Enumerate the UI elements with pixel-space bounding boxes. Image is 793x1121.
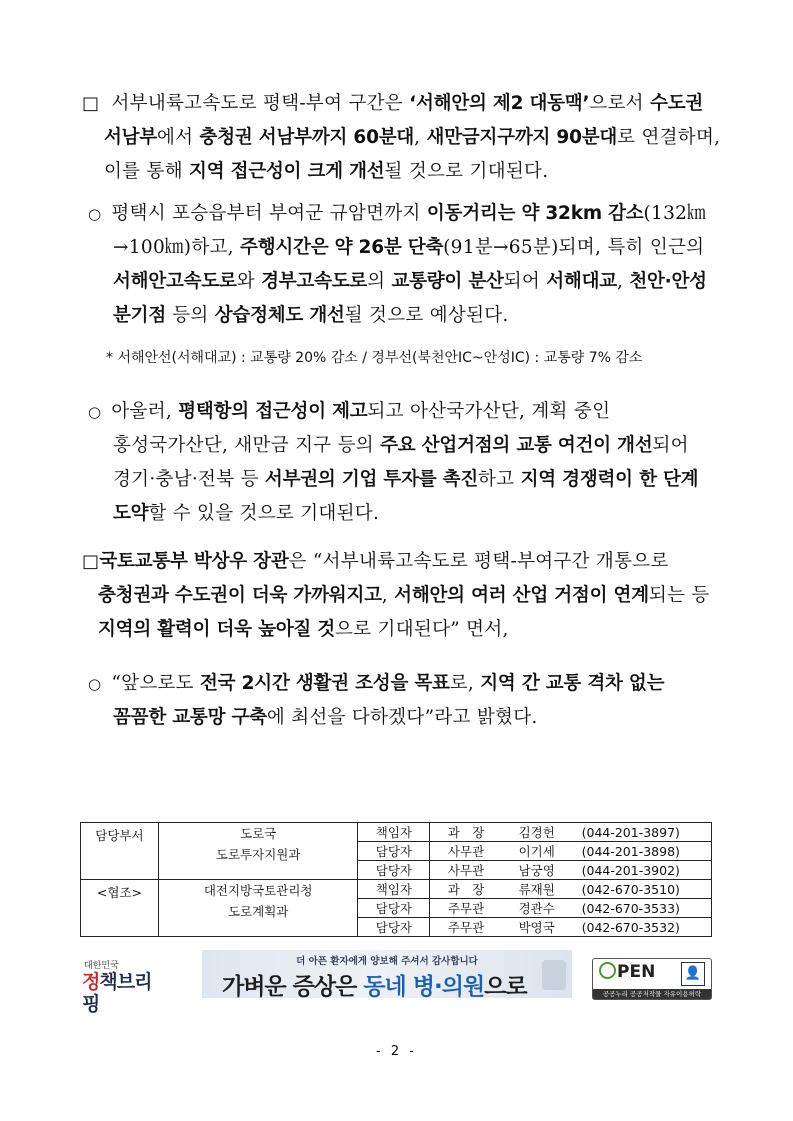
- contact-role: 담당자: [358, 899, 430, 918]
- contact-role: 담당자: [358, 918, 430, 937]
- text: 의: [367, 271, 392, 292]
- emphasis: 충청권 서남부까지 60분대: [199, 127, 415, 148]
- text: 될 것으로 기대된다.: [384, 161, 549, 182]
- text: 으로 기대된다” 면서,: [335, 619, 509, 640]
- dept-org: 도로국: [240, 826, 277, 841]
- logo-wordmark-accent: 정: [82, 971, 100, 993]
- emphasis: 교통량이 분산: [391, 271, 504, 292]
- contact-name: 이기세: [502, 842, 572, 861]
- text: 평택시 포승읍부터 부여군 규암면까지: [111, 203, 427, 224]
- contact-role: 책임자: [358, 823, 430, 842]
- emphasis: 지역 접근성이 크게 개선: [189, 161, 385, 182]
- text: ,: [414, 127, 427, 148]
- paragraph-1: [82, 87, 722, 189]
- contact-rank: 과 장: [430, 880, 502, 899]
- dept-label: <협조>: [81, 880, 159, 937]
- emphasis: 지역의 활력이 더욱 높아질 것: [98, 619, 336, 640]
- logo-caption: 대한민국: [84, 961, 119, 971]
- dept-cell: [158, 823, 358, 880]
- text: (132㎞→100㎞)하고,: [113, 203, 707, 258]
- text: “앞으로도: [111, 673, 201, 694]
- text: 와: [236, 271, 262, 292]
- circle-bullet-icon: ○: [88, 403, 102, 421]
- emphasis: 지역 간 교통 격차 없는 꼼꼼한 교통망 구축: [113, 673, 665, 728]
- footnote: * 서해안선(서해대교) : 교통량 20% 감소 / 경부선(북천안IC~안성IC) : 교통량 7% 감소: [106, 350, 643, 366]
- logo-wordmark-rest: 책브리핑: [82, 971, 152, 1015]
- emphasis: 상습정체도 개선: [214, 305, 345, 326]
- contact-phone: (044-201-3902): [572, 861, 712, 880]
- paragraph-4: [82, 545, 722, 647]
- contact-rank: 과 장: [430, 823, 502, 842]
- banner-tagline: 더 아픈 환자에게 양보해 주셔서 감사합니다: [296, 956, 478, 967]
- logo-wordmark: [82, 971, 164, 1015]
- open-license-badge[interactable]: [592, 958, 712, 1000]
- emphasis: ‘서해안의 제2 대동맥’: [409, 93, 590, 114]
- contact-phone: (042-670-3532): [572, 918, 712, 937]
- table-row: [81, 823, 712, 842]
- text: 로,: [449, 673, 481, 694]
- contact-phone: (042-670-3510): [572, 880, 712, 899]
- dept-org: 대전지방국토관리청: [203, 883, 313, 898]
- dept-cell: [158, 880, 358, 937]
- contact-name: 김경헌: [502, 823, 572, 842]
- text: 아울러,: [111, 401, 179, 422]
- banner-decoration: [542, 960, 566, 990]
- open-wordmark: [599, 962, 655, 982]
- text: ,: [381, 585, 395, 606]
- emphasis: 전국 2시간 생활권 조성을 목표: [200, 673, 450, 694]
- emphasis: 주요 산업거점의 교통 여건이 개선: [380, 435, 653, 456]
- text: 에 최선을 다하겠다”라고 밝혔다.: [266, 707, 538, 728]
- text: 할 수 있을 것으로 기대된다.: [148, 503, 380, 524]
- emphasis: 국토교통부 박상우 장관: [99, 551, 289, 572]
- banner-headline: [222, 968, 527, 998]
- contact-name: 경관수: [502, 899, 572, 918]
- emphasis: 서해대교: [546, 271, 617, 292]
- contact-name: 남궁영: [502, 861, 572, 880]
- text: 등의: [166, 305, 215, 326]
- open-circle-icon: [599, 962, 616, 979]
- dept-unit: 도로투자지원과: [215, 847, 301, 862]
- banner-headline-highlight: 동네 병·의원: [363, 974, 485, 998]
- emphasis: 지역 경쟁력이 한 단계 도약: [113, 469, 699, 524]
- text: 되는 등: [648, 585, 710, 606]
- contact-phone: (044-201-3897): [572, 823, 712, 842]
- campaign-banner[interactable]: [202, 950, 572, 998]
- policy-briefing-logo[interactable]: [82, 958, 164, 1015]
- emphasis: 새만금지구까지 90분대: [426, 127, 618, 148]
- text: 될 것으로 예상된다.: [344, 305, 509, 326]
- dept-label: 담당부서: [81, 823, 159, 880]
- paragraph-3: [88, 395, 722, 531]
- square-bullet-icon: □: [82, 93, 100, 114]
- dept-unit: 도로계획과: [227, 904, 289, 919]
- contact-rank: 주무관: [430, 918, 502, 937]
- contact-rank: 사무관: [430, 861, 502, 880]
- emphasis: 수도권 서남부: [104, 93, 704, 148]
- emphasis: 충청권과 수도권이 더욱 가까워지고: [98, 585, 382, 606]
- open-word: PEN: [617, 962, 656, 982]
- circle-bullet-icon: ○: [88, 675, 102, 693]
- paragraph-5: [88, 667, 722, 735]
- contact-rank: 사무관: [430, 842, 502, 861]
- text: 로 연결하며, 이를 통해: [104, 127, 721, 182]
- text: 으로서: [589, 93, 651, 114]
- square-bullet-icon: □: [82, 551, 100, 572]
- banner-headline-part: 으로: [484, 974, 527, 998]
- text: 서부내륙고속도로 평택-부여 구간은: [105, 93, 410, 114]
- emphasis: 주행시간은 약 26분 단축: [240, 237, 444, 258]
- text: (91분→65분)되며, 특히 인근의: [443, 237, 705, 258]
- emphasis: 서부권의 기업 투자를 촉진: [264, 469, 479, 490]
- contact-phone: (042-670-3533): [572, 899, 712, 918]
- circle-bullet-icon: ○: [88, 205, 102, 223]
- contact-role: 담당자: [358, 842, 430, 861]
- paragraph-2: [88, 197, 722, 333]
- attribution-icon: 👤: [681, 962, 705, 986]
- contact-name: 박영국: [502, 918, 572, 937]
- text: 은 “서부내륙고속도로 평택-부여구간 개통으로: [288, 551, 669, 572]
- banner-headline-part: 가벼운 증상은: [222, 974, 364, 998]
- text: ,: [616, 271, 630, 292]
- text: 하고: [478, 469, 521, 490]
- text: 에서: [157, 127, 200, 148]
- page-number: - 2 -: [376, 1044, 417, 1059]
- emphasis: 서해안의 여러 산업 거점이 연계: [394, 585, 649, 606]
- contact-rank: 주무관: [430, 899, 502, 918]
- contact-role: 책임자: [358, 880, 430, 899]
- contacts-table: [80, 822, 712, 937]
- table-row: [81, 880, 712, 899]
- text: 되어: [503, 271, 547, 292]
- license-caption: 공공누리 공공저작물 자유이용허락: [593, 989, 711, 999]
- emphasis: 경부고속도로: [261, 271, 368, 292]
- contact-phone: (044-201-3898): [572, 842, 712, 861]
- contact-role: 담당자: [358, 861, 430, 880]
- emphasis: 이동거리는 약 32km 감소: [426, 203, 644, 224]
- text: 되어 경기·충남·전북 등: [113, 435, 689, 490]
- emphasis: 서해안고속도로: [113, 271, 237, 292]
- emphasis: 천안·안성 분기점: [113, 271, 707, 326]
- contact-name: 류재원: [502, 880, 572, 899]
- emphasis: 평택항의 접근성이 제고: [178, 401, 368, 422]
- text: 되고 아산국가산단, 계획 중인 홍성국가산단, 새만금 지구 등의: [113, 401, 611, 456]
